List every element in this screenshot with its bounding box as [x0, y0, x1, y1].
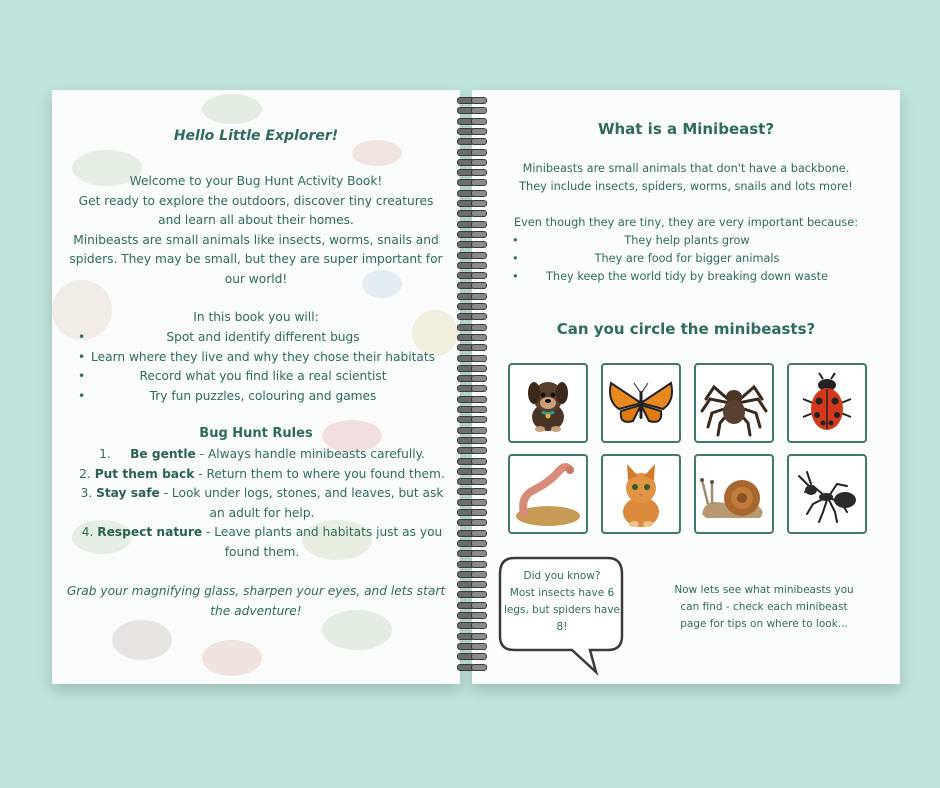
book-list	[78, 328, 448, 406]
binding-ring	[453, 590, 491, 597]
right-page	[472, 90, 900, 684]
butterfly-icon	[603, 365, 679, 441]
important-intro: Even though they are tiny, they are very important because:	[513, 216, 859, 229]
rule-item: 1. Be gentle - Always handle minibeasts carefully.	[99, 447, 425, 461]
binding-ring	[453, 518, 491, 525]
binding-ring	[453, 580, 491, 587]
binding-ring	[453, 611, 491, 618]
rule-item: found them.	[224, 544, 300, 559]
binding-ring	[453, 302, 491, 309]
list-item: • Spot and identify different bugs	[78, 328, 448, 348]
binding-ring	[453, 652, 491, 659]
binding-ring	[453, 477, 491, 484]
picture-tile[interactable]	[694, 363, 774, 443]
spiral-binding	[453, 96, 491, 676]
next-line: page for tips on where to look...	[680, 618, 848, 630]
binding-ring	[453, 106, 491, 113]
binding-ring	[453, 364, 491, 371]
binding-ring	[453, 621, 491, 628]
picture-tile[interactable]	[787, 363, 867, 443]
list-item: • They help plants grow	[512, 232, 862, 250]
important-list	[512, 232, 862, 286]
binding-ring	[453, 642, 491, 649]
binding-ring	[453, 632, 491, 639]
next-text	[652, 582, 876, 633]
binding-ring	[453, 405, 491, 412]
binding-ring	[453, 560, 491, 567]
binding-ring	[453, 354, 491, 361]
binding-ring	[453, 508, 491, 515]
picture-tile[interactable]	[694, 454, 774, 534]
bullet-icon: •	[512, 252, 519, 265]
binding-ring	[453, 426, 491, 433]
rules-title: Bug Hunt Rules	[199, 426, 313, 441]
next-line: Now lets see what minibeasts you	[674, 584, 854, 596]
binding-ring	[453, 261, 491, 268]
binding-ring	[453, 323, 491, 330]
next-line: can find - check each minibeast	[680, 601, 848, 613]
binding-ring	[453, 539, 491, 546]
did-you-know-line: 8!	[556, 621, 568, 633]
binding-ring	[453, 168, 491, 175]
intro-line: Minibeasts are small animals like insects, worms, snails and	[73, 232, 439, 247]
worm-icon	[510, 456, 586, 532]
greeting-title: Hello Little Explorer!	[173, 128, 339, 144]
bullet-icon: •	[78, 349, 86, 364]
binding-ring	[453, 230, 491, 237]
picture-tile[interactable]	[601, 363, 681, 443]
binding-ring	[453, 457, 491, 464]
rule-item: 2. Put them back - Return them to where you found them.	[79, 466, 445, 481]
binding-ring	[453, 529, 491, 536]
binding-ring	[453, 189, 491, 196]
binding-ring	[453, 137, 491, 144]
binding-ring	[453, 148, 491, 155]
spider-icon	[696, 365, 772, 441]
intro-line: spiders. They may be small, but they are super important for	[69, 252, 443, 266]
rule-item: 3. Stay safe - Look under logs, stones, and leaves, but ask	[80, 486, 444, 500]
watermark-bug	[112, 620, 172, 660]
did-you-know	[502, 568, 622, 636]
binding-ring	[453, 467, 491, 474]
binding-ring	[453, 663, 491, 670]
list-item: • They keep the world tidy by breaking down waste	[512, 268, 862, 286]
binding-ring	[453, 384, 491, 391]
binding-ring	[453, 292, 491, 299]
list-item: • Learn where they live and why they chose their habitats	[78, 348, 448, 368]
binding-ring	[453, 333, 491, 340]
bullet-icon: •	[78, 330, 86, 344]
bullet-icon: •	[78, 388, 86, 403]
picture-tile[interactable]	[508, 454, 588, 534]
binding-ring	[453, 343, 491, 350]
circle-heading: Can you circle the minibeasts?	[556, 320, 816, 338]
binding-ring	[453, 199, 491, 206]
rule-item: an adult for help.	[209, 505, 315, 520]
ant-icon	[789, 456, 865, 532]
binding-ring	[453, 374, 491, 381]
bullet-icon: •	[78, 369, 86, 383]
ladybird-icon	[789, 365, 865, 441]
binding-ring	[453, 178, 491, 185]
intro-text	[62, 172, 450, 289]
kitten-icon	[603, 456, 679, 532]
picture-tile[interactable]	[787, 454, 867, 534]
watermark-bug	[202, 640, 262, 676]
intro-line: Welcome to your Bug Hunt Activity Book!	[129, 174, 383, 188]
picture-tile[interactable]	[508, 363, 588, 443]
binding-ring	[453, 498, 491, 505]
activity-book	[52, 90, 900, 684]
closing-text	[58, 582, 454, 621]
binding-ring	[453, 601, 491, 608]
minibeast-heading: What is a Minibeast?	[597, 120, 775, 138]
bullet-icon: •	[512, 270, 519, 283]
binding-ring	[453, 96, 491, 103]
snail-icon	[696, 456, 772, 532]
binding-ring	[453, 271, 491, 278]
watermark-bug	[202, 94, 262, 124]
binding-ring	[453, 436, 491, 443]
binding-ring	[453, 127, 491, 134]
binding-ring	[453, 281, 491, 288]
rules-list	[74, 445, 450, 562]
desc-line: They include insects, spiders, worms, snails and lots more!	[519, 180, 853, 193]
picture-tile[interactable]	[601, 454, 681, 534]
list-item: • They are food for bigger animals	[512, 250, 862, 268]
binding-ring	[453, 240, 491, 247]
rule-item: 4. Respect nature - Leave plants and habitats just as you	[81, 525, 443, 539]
did-you-know-title: Did you know?	[523, 570, 601, 582]
bullet-icon: •	[512, 234, 519, 247]
binding-ring	[453, 117, 491, 124]
binding-ring	[453, 312, 491, 319]
binding-ring	[453, 446, 491, 453]
intro-line: Get ready to explore the outdoors, discover tiny creatures	[78, 193, 434, 208]
minibeast-description	[472, 160, 900, 196]
list-item: • Try fun puzzles, colouring and games	[78, 387, 448, 407]
binding-ring	[453, 487, 491, 494]
binding-ring	[453, 570, 491, 577]
intro-line: and learn all about their homes.	[158, 213, 354, 227]
binding-ring	[453, 158, 491, 165]
puppy-icon	[510, 365, 586, 441]
binding-ring	[453, 251, 491, 258]
left-page	[52, 90, 460, 684]
binding-ring	[453, 415, 491, 422]
desc-line: Minibeasts are small animals that don't have a backbone.	[522, 162, 850, 175]
did-you-know-line: legs, but spiders have	[503, 604, 621, 616]
binding-ring	[453, 549, 491, 556]
intro-line: our world!	[224, 271, 288, 286]
binding-ring	[453, 395, 491, 402]
binding-ring	[453, 209, 491, 216]
list-item: • Record what you find like a real scientist	[78, 367, 448, 387]
binding-ring	[453, 220, 491, 227]
closing-line: Grab your magnifying glass, sharpen your eyes, and lets start	[66, 584, 446, 598]
book-intro: In this book you will:	[193, 310, 319, 324]
closing-line: the adventure!	[210, 603, 302, 618]
did-you-know-line: Most insects have 6	[509, 587, 615, 599]
